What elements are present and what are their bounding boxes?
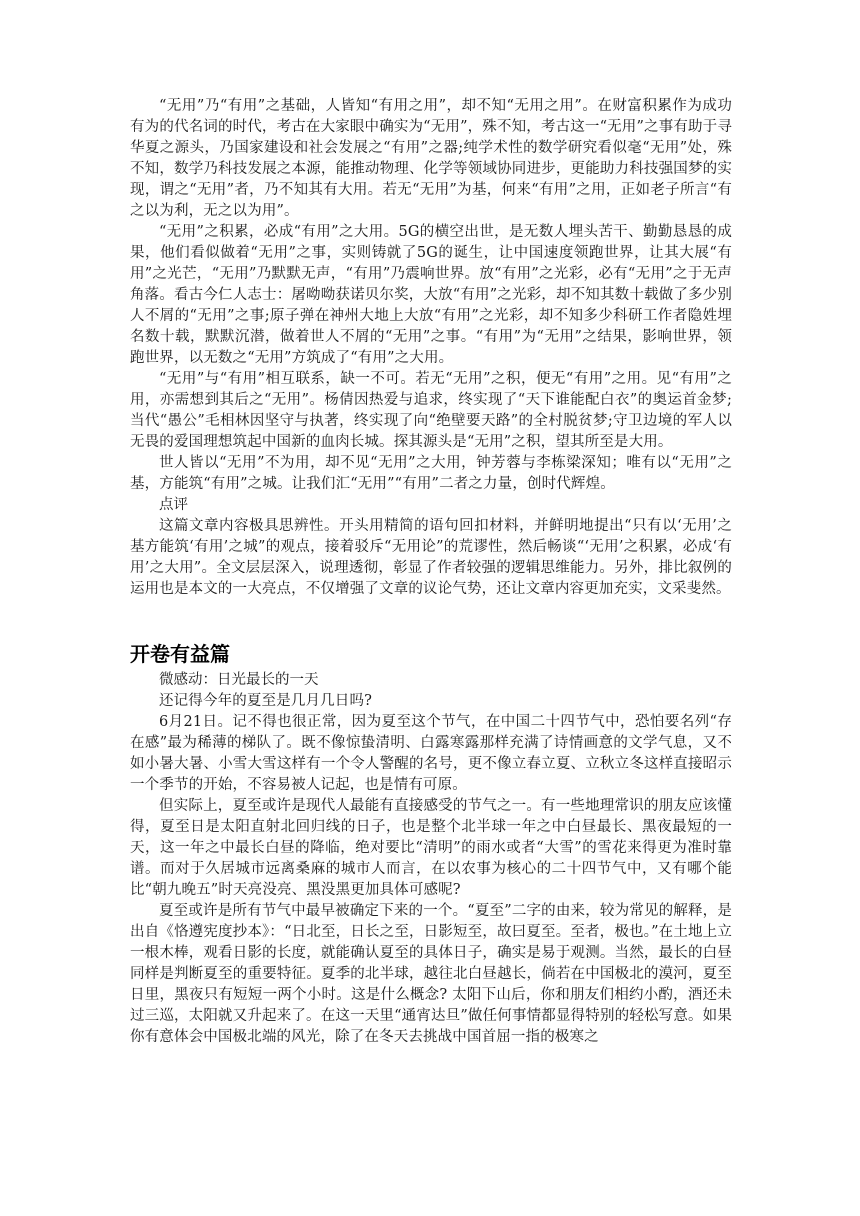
section-paragraph-3: 但实际上，夏至或许是现代人最能有直接感受的节气之一。有一些地理常识的朋友应该懂得，夏至日是太阳直射北回归线的日子，也是整个北半球一年之中白昼最长、黑夜最短的一天，这一年之中最长白昼的降临，绝对要比“清明”的雨水或者“大雪”的雪花来得更为准时靠谱。而对于久居城市远离桑麻的城市人而言，在以农事为核心的二十四节气中，又有哪个能比“朝九晚五”时天亮没亮、黑没黑更加具体可感呢? xyxy=(130,798,732,898)
section-paragraph-2: 6月21日。记不得也很正常，因为夏至这个节气，在中国二十四节气中，恐怕要名列“存在感”最为稀薄的梯队了。既不像惊蛰清明、白露寒露那样充满了诗情画意的文学气息，又不如小暑大暑、小雪大雪这样有一个令人警醒的名号，更不像立春立夏、立秋立冬这样直接昭示一个季节的开始，不容易被人记起，也是情有可原。 xyxy=(130,714,732,793)
article-paragraph-2: “无用”之积累，必成“有用”之大用。5G的横空出世，是无数人埋头苦干、勤勤恳恳的成果，他们看似做着“无用”之事，实则铸就了5G的诞生，让中国速度领跑世界，让其大展“有用”之光芒，“无用”乃默默无声，“有用”乃震响世界。放“有用”之光彩，必有“无用”之于无声角落。看古今仁人志士：屠呦呦获诺贝尔奖，大放“有用”之光彩，却不知其数十载做了多少别人不屑的“无用”之事;原子弹在神州大地上大放“有用”之光彩，却不知多少科研工作者隐姓埋名数十载，默默沉潜，做着世人不屑的“无用”之事。“有用”为“无用”之结果，影响世界，领跑世界，以无数之“无用”方筑成了“有用”之大用。 xyxy=(130,224,732,366)
article-paragraph-3: “无用”与“有用”相互联系，缺一不可。若无“无用”之积，便无“有用”之用。见“有用”之用，亦需想到其后之“无用”。杨倩因热爱与追求，终实现了“天下谁能配白衣”的奥运首金梦;当代“愚公”毛相林因坚守与执著，终实现了向“绝壁要天路”的全村脱贫梦;守卫边境的军人以无畏的爱国理想筑起中国新的血肉长城。探其源头是“无用”之积，望其所至是大用。 xyxy=(130,371,732,450)
section-subtitle: 微感动：日光最长的一天 xyxy=(159,672,319,688)
comment-label: 点评 xyxy=(159,497,188,513)
section-paragraph-1: 还记得今年的夏至是几月几日吗? xyxy=(159,693,373,709)
document-page xyxy=(130,96,732,1048)
section-title: 开卷有益篇 xyxy=(130,642,230,666)
article-paragraph-1: “无用”乃“有用”之基础，人皆知“有用之用”，却不知“无用之用”。在财富积累作为成功有为的代名词的时代，考古在大家眼中确实为“无用”，殊不知，考古这一“无用”之事有助于寻华夏之源头，乃国家建设和社会发展之“有用”之器;纯学术性的数学研究看似毫“无用”处，殊不知，数学乃科技发展之本源，能推动物理、化学等领域协同进步，更能助力科技强国梦的实现，谓之“无用”者，乃不知其有大用。若无“无用”为基，何来“有用”之用，正如老子所言“有之以为利，无之以为用”。 xyxy=(130,98,732,219)
section-paragraph-4: 夏至或许是所有节气中最早被确定下来的一个。“夏至”二字的由来，较为常见的解释，是出自《恪遵宪度抄本》：“日北至，日长之至，日影短至，故曰夏至。至者，极也。”在土地上立一根木棒，观看日影的长度，就能确认夏至的具体日子，确实是易于观测。当然，最长的白昼同样是判断夏至的重要特征。夏季的北半球，越往北白昼越长，倘若在中国极北的漠河，夏至日里，黑夜只有短短一两个小时。这是什么概念? 太阳下山后，你和朋友们相约小酌，酒还未过三巡，太阳就又升起来了。在这一天里“通宵达旦”做任何事情都显得特别的轻松写意。如果你有意体会中国极北端的风光，除了在冬天去挑战中国首屈一指的极寒之 xyxy=(130,903,732,1045)
article-paragraph-4: 世人皆以“无用”不为用，却不见“无用”之大用，钟芳蓉与李栋梁深知；唯有以“无用”之基，方能筑“有用”之城。让我们汇“无用”“有用”二者之力量，创时代辉煌。 xyxy=(130,455,732,492)
comment-paragraph: 这篇文章内容极具思辨性。开头用精简的语句回扣材料，并鲜明地提出“只有以‘无用’之基方能筑‘有用’之城”的观点，接着驳斥“无用论”的荒谬性，然后畅谈“‘无用’之积累，必成‘有用’之大用”。全文层层深入，说理透彻，彰显了作者较强的逻辑思维能力。另外，排比叙例的运用也是本文的一大亮点，不仅增强了文章的议论气势，还让文章内容更加充实，文采斐然。 xyxy=(130,518,732,597)
